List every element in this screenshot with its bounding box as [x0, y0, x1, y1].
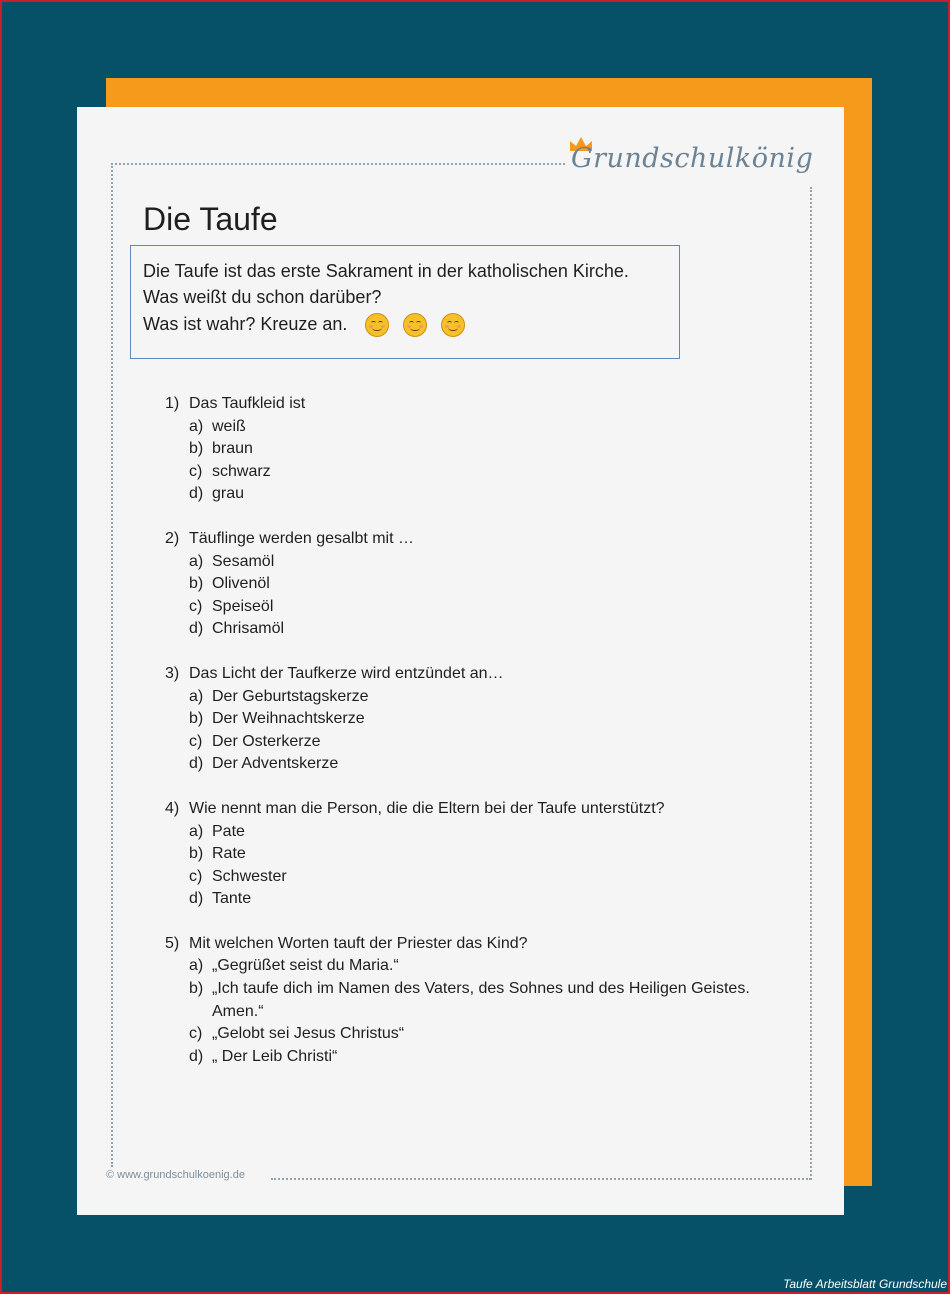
- smiling-face-icon: [365, 313, 389, 337]
- answer-option[interactable]: [165, 416, 785, 439]
- answer-option[interactable]: [165, 1023, 785, 1046]
- answer-option[interactable]: [165, 708, 785, 731]
- option-text: Schwester: [212, 867, 287, 885]
- option-text: Rate: [212, 845, 246, 863]
- intro-box: [130, 245, 680, 359]
- option-text: Der Osterkerze: [212, 732, 321, 750]
- option-letter: a): [189, 822, 204, 840]
- smiling-face-icon: [441, 313, 465, 337]
- page-title: Die Taufe: [143, 201, 278, 237]
- option-letter: d): [189, 890, 204, 908]
- question-text: Mit welchen Worten tauft der Priester das Kind?: [189, 934, 528, 952]
- answer-option[interactable]: [165, 461, 785, 484]
- footer-copyright: © www.grundschulkoenig.de: [106, 1169, 245, 1181]
- option-letter: d): [189, 755, 204, 773]
- option-text: „Ich taufe dich im Namen des Vaters, des Sohnes und des Heiligen Geistes.: [212, 980, 750, 998]
- image-caption: Taufe Arbeitsblatt Grundschule: [783, 1277, 947, 1291]
- option-text: „Gegrüßet seist du Maria.“: [212, 957, 399, 975]
- intro-line-with-emoji: [143, 313, 465, 337]
- option-text: Olivenöl: [212, 575, 270, 593]
- answer-option[interactable]: [165, 618, 785, 641]
- answer-option[interactable]: [165, 821, 785, 844]
- intro-line: Was ist wahr? Kreuze an.: [143, 313, 348, 334]
- dotted-border-top: [111, 163, 565, 165]
- option-text: Speiseöl: [212, 597, 274, 615]
- option-letter: c): [189, 1025, 203, 1043]
- answer-option[interactable]: [165, 438, 785, 461]
- option-text: Amen.“: [212, 1002, 264, 1020]
- question-text: Wie nennt man die Person, die die Eltern bei der Taufe unterstützt?: [189, 799, 665, 817]
- worksheet-page: [77, 107, 844, 1215]
- option-letter: b): [189, 845, 204, 863]
- dotted-border-bottom: [271, 1178, 811, 1180]
- question-number: 1): [165, 395, 180, 412]
- option-text: „ Der Leib Christi“: [212, 1047, 338, 1065]
- question-number: 3): [165, 664, 180, 682]
- option-text: Tante: [212, 890, 252, 908]
- answer-option[interactable]: [165, 753, 785, 776]
- option-letter: a): [189, 957, 204, 975]
- option-text: Der Weihnachtskerze: [212, 710, 365, 728]
- answer-option-continuation: [165, 1001, 785, 1024]
- option-text: grau: [212, 485, 245, 503]
- question-line: [165, 663, 785, 686]
- question-number: 5): [165, 934, 180, 952]
- question-line: [165, 393, 785, 416]
- option-letter: c): [189, 732, 203, 750]
- option-text: weiß: [212, 417, 246, 435]
- answer-option[interactable]: [165, 866, 785, 889]
- option-text: Chrisamöl: [212, 620, 285, 638]
- option-text: „Gelobt sei Jesus Christus“: [212, 1025, 405, 1043]
- option-text: braun: [212, 440, 253, 458]
- answer-option[interactable]: [165, 483, 785, 506]
- option-letter: d): [189, 620, 204, 638]
- answer-option[interactable]: [165, 978, 785, 1001]
- option-letter: b): [189, 440, 204, 458]
- question: [165, 663, 785, 776]
- option-letter: d): [189, 485, 204, 503]
- question-line: [165, 798, 785, 821]
- option-text: Der Geburtstagskerze: [212, 687, 369, 705]
- question-number: 2): [165, 529, 180, 547]
- option-text: schwarz: [212, 462, 271, 480]
- intro-line: Was weißt du schon darüber?: [143, 287, 382, 307]
- question-list: [165, 393, 785, 1090]
- intro-line: Die Taufe ist das erste Sakrament in der katholischen Kirche.: [143, 261, 629, 281]
- option-text: Pate: [212, 822, 245, 840]
- answer-option[interactable]: [165, 731, 785, 754]
- option-text: Der Adventskerze: [212, 755, 339, 773]
- question: [165, 798, 785, 911]
- option-letter: d): [189, 1047, 204, 1065]
- question-text: Das Taufkleid ist: [189, 395, 306, 412]
- answer-option[interactable]: [165, 955, 785, 978]
- emoji-row: [356, 313, 465, 337]
- question-text: Täuflinge werden gesalbt mit …: [189, 529, 414, 547]
- dotted-border-left: [111, 163, 113, 1167]
- option-letter: c): [189, 867, 203, 885]
- answer-option[interactable]: [165, 686, 785, 709]
- option-letter: a): [189, 417, 204, 435]
- brand-logo: Grundschulkönig: [571, 143, 814, 174]
- option-letter: a): [189, 552, 204, 570]
- question: [165, 393, 785, 506]
- option-letter: b): [189, 710, 204, 728]
- question: [165, 528, 785, 641]
- answer-option[interactable]: [165, 596, 785, 619]
- answer-option[interactable]: [165, 843, 785, 866]
- option-text: Sesamöl: [212, 552, 275, 570]
- question-line: [165, 933, 785, 956]
- dotted-border-right: [810, 187, 812, 1180]
- question-line: [165, 528, 785, 551]
- answer-option[interactable]: [165, 573, 785, 596]
- option-letter: a): [189, 687, 204, 705]
- answer-option[interactable]: [165, 551, 785, 574]
- smiling-face-icon: [403, 313, 427, 337]
- answer-option[interactable]: [165, 1046, 785, 1069]
- answer-option[interactable]: [165, 888, 785, 911]
- option-letter: b): [189, 980, 204, 998]
- option-letter: c): [189, 597, 203, 615]
- option-letter: c): [189, 462, 203, 480]
- question-text: Das Licht der Taufkerze wird entzündet an…: [189, 664, 504, 682]
- question-number: 4): [165, 799, 180, 817]
- option-letter: b): [189, 575, 204, 593]
- question: [165, 933, 785, 1069]
